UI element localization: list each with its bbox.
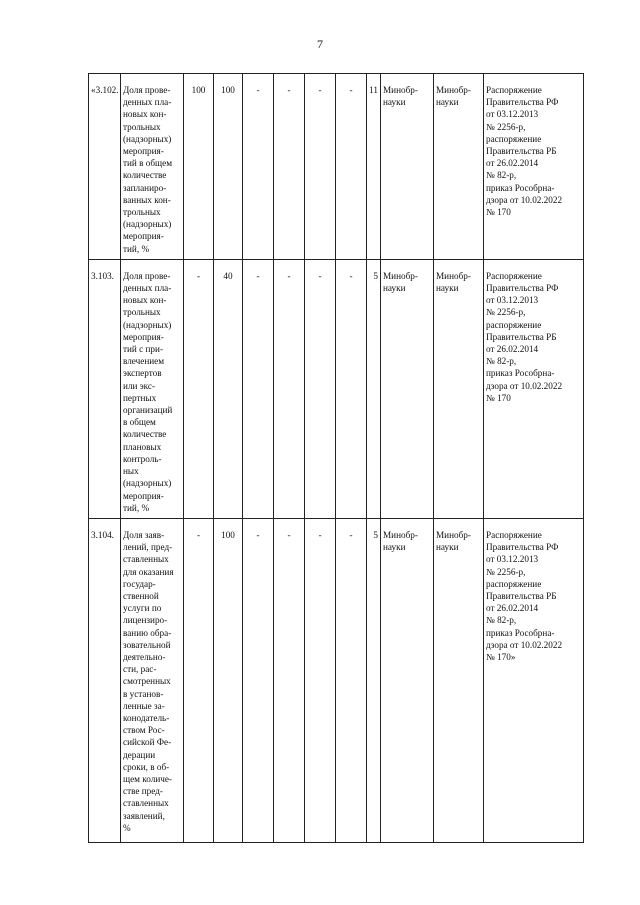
executor-cell: Минобр- науки: [434, 518, 484, 842]
basis-cell: Распоряжение Правительства РФ от 03.12.2013 № 2256-р, распоряжение Правительства РБ от 26.02.2014 № 82-р, приказ Рособрна- дзора от 10.02.2022 № 170: [484, 259, 584, 518]
indicator-name: Доля прове- денных пла- новых кон- трольных (надзорных) мероприя- тий в общем количестве запланиро- ванных кон- трольных (надзорных) мероприя- тий, %: [121, 74, 184, 260]
indicator-name: Доля заяв- лений, пред- ставленных для оказания государ- ственной услуги по лицензиро- ванию обра- зовательной деятельно- сти, рас- смотренных в установ- ленные за- конодатель- ством Рос- сийской Фе- дерации сроки, в об- щем количе- стве пред- ставленных заявлений, %: [121, 518, 184, 842]
value-cell: -: [305, 259, 336, 518]
basis-cell: Распоряжение Правительства РФ от 03.12.2013 № 2256-р, распоряжение Правительства РБ от 26.02.2014 № 82-р, приказ Рособрна- дзора от 10.02.2022 № 170: [484, 74, 584, 260]
responsible-cell: Минобр- науки: [381, 259, 434, 518]
row-number: «3.102.: [89, 74, 121, 260]
value-cell: -: [184, 259, 214, 518]
value-cell: -: [336, 518, 367, 842]
value-cell: 100: [184, 74, 214, 260]
code-cell: 11: [367, 74, 381, 260]
value-cell: -: [274, 259, 305, 518]
row-number: 3.104.: [89, 518, 121, 842]
value-cell: 40: [214, 259, 243, 518]
value-cell: -: [243, 259, 274, 518]
executor-cell: Минобр- науки: [434, 74, 484, 260]
responsible-cell: Минобр- науки: [381, 518, 434, 842]
value-cell: -: [274, 518, 305, 842]
indicators-table: [88, 73, 584, 843]
responsible-cell: Минобр- науки: [381, 74, 434, 260]
value-cell: -: [305, 518, 336, 842]
value-cell: -: [336, 259, 367, 518]
executor-cell: Минобр- науки: [434, 259, 484, 518]
value-cell: -: [184, 518, 214, 842]
value-cell: 100: [214, 74, 243, 260]
value-cell: -: [305, 74, 336, 260]
value-cell: -: [243, 74, 274, 260]
table-row: [89, 518, 584, 842]
basis-cell: Распоряжение Правительства РФ от 03.12.2013 № 2256-р, распоряжение Правительства РБ от 26.02.2014 № 82-р, приказ Рособрна- дзора от 10.02.2022 № 170»: [484, 518, 584, 842]
code-cell: 5: [367, 259, 381, 518]
indicator-name: Доля прове- денных пла- новых кон- трольных (надзорных) мероприя- тий с при- влечением экспертов или экс- пертных организаций в общем количестве плановых контроль- ных (надзорных) мероприя- тий, %: [121, 259, 184, 518]
page-number: 7: [317, 37, 323, 51]
value-cell: -: [336, 74, 367, 260]
code-cell: 5: [367, 518, 381, 842]
value-cell: -: [243, 518, 274, 842]
table-row: [89, 74, 584, 260]
table-row: [89, 259, 584, 518]
value-cell: -: [274, 74, 305, 260]
value-cell: 100: [214, 518, 243, 842]
row-number: 3.103.: [89, 259, 121, 518]
